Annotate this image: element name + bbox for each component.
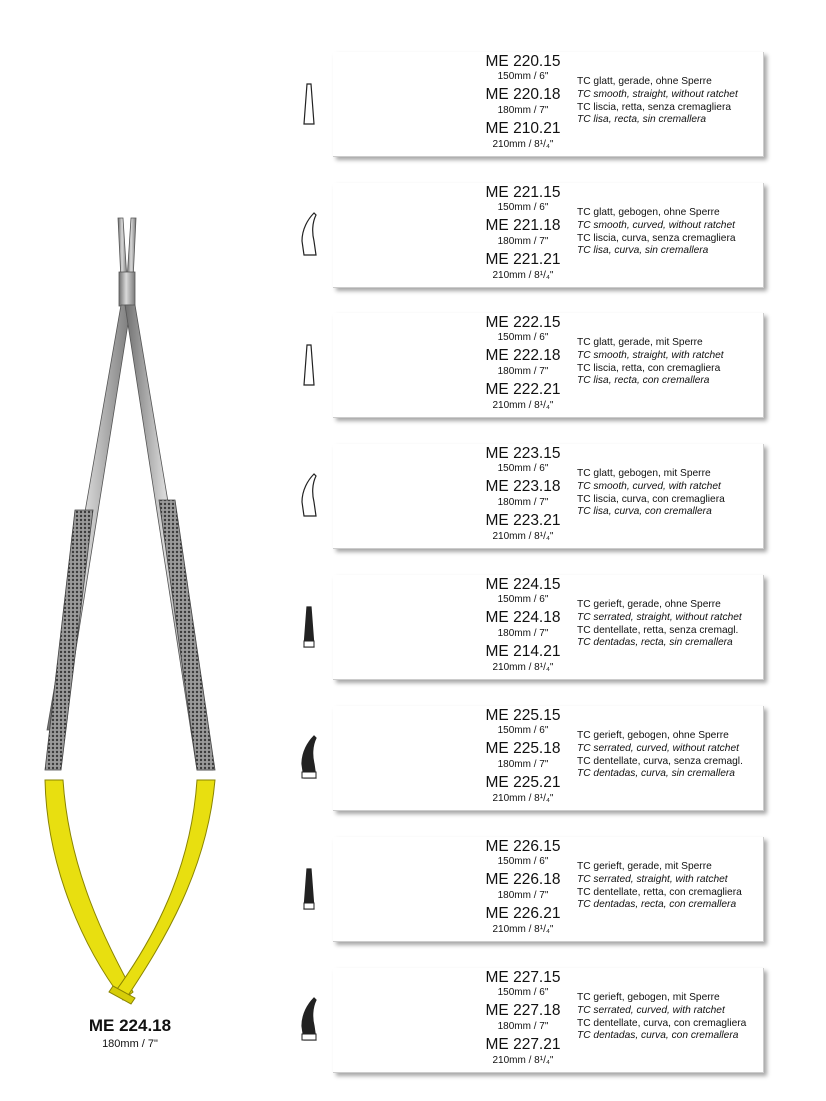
- article-size: 150mm / 6": [497, 332, 549, 343]
- product-description: [577, 730, 743, 781]
- article-size: 180mm / 7": [497, 366, 549, 377]
- straight-serrated-tip-icon: [296, 601, 322, 651]
- article-number: ME 224.18: [485, 609, 561, 626]
- article-size: 180mm / 7": [497, 236, 549, 247]
- article-number: ME 210.21: [485, 120, 561, 137]
- article-size: 150mm / 6": [497, 725, 549, 736]
- article-number: ME 226.15: [485, 838, 561, 855]
- article-size: 180mm / 7": [497, 1021, 549, 1032]
- article-size: 180mm / 7": [497, 890, 549, 901]
- product-description: [577, 337, 724, 388]
- description-line: TC liscia, curva, senza cremagliera: [577, 232, 736, 244]
- article-number: ME 221.18: [485, 217, 561, 234]
- article-number: ME 225.18: [485, 740, 561, 757]
- straight-serrated-tip-icon: [296, 863, 322, 913]
- straight-smooth-tip-icon: [296, 339, 322, 389]
- article-number: ME 222.18: [485, 347, 561, 364]
- description-line: TC gerieft, gerade, mit Sperre: [577, 861, 712, 872]
- curved-serrated-tip-icon: [296, 732, 322, 782]
- description-line: TC gerieft, gebogen, mit Sperre: [577, 992, 720, 1003]
- needle-holder-image: [35, 210, 225, 1010]
- product-card: [333, 575, 764, 680]
- description-line: TC lisa, curva, sin cremallera: [577, 245, 709, 257]
- article-size: 150mm / 6": [497, 856, 549, 867]
- article-number: ME 224.15: [485, 576, 561, 593]
- curved-smooth-tip-icon: [296, 470, 322, 520]
- article-size: 180mm / 7": [497, 105, 549, 116]
- product-card: [333, 52, 764, 157]
- article-number: ME 227.18: [485, 1002, 561, 1019]
- article-size: 150mm / 6": [497, 987, 549, 998]
- description-line: TC serrated, curved, with ratchet: [577, 1004, 725, 1016]
- description-line: TC smooth, curved, without ratchet: [577, 219, 735, 231]
- article-size: 210mm / 8¹/₄": [492, 531, 554, 542]
- description-line: TC glatt, gerade, ohne Sperre: [577, 76, 712, 87]
- article-number: ME 226.18: [485, 871, 561, 888]
- article-number: ME 214.21: [485, 643, 561, 660]
- article-number: ME 223.21: [485, 512, 561, 529]
- description-line: TC liscia, retta, con cremagliera: [577, 362, 721, 374]
- description-line: TC gerieft, gerade, ohne Sperre: [577, 599, 721, 610]
- description-line: TC liscia, curva, con cremagliera: [577, 493, 725, 505]
- article-size: 210mm / 8¹/₄": [492, 139, 554, 150]
- description-line: TC dentadas, recta, con cremallera: [577, 899, 737, 911]
- article-number: ME 221.21: [485, 251, 561, 268]
- product-description: [577, 861, 742, 912]
- article-size: 180mm / 7": [497, 628, 549, 639]
- description-line: TC dentellate, curva, con cremagliera: [577, 1017, 747, 1029]
- description-line: TC gerieft, gebogen, ohne Sperre: [577, 730, 729, 741]
- article-size: 180mm / 7": [497, 759, 549, 770]
- product-card: [333, 183, 764, 288]
- article-number: ME 220.18: [485, 86, 561, 103]
- article-size: 210mm / 8¹/₄": [492, 662, 554, 673]
- product-description: [577, 76, 738, 127]
- description-line: TC serrated, straight, without ratchet: [577, 611, 742, 623]
- description-line: TC glatt, gerade, mit Sperre: [577, 337, 703, 348]
- product-card: [333, 444, 764, 549]
- product-description: [577, 207, 736, 258]
- article-size: 210mm / 8¹/₄": [492, 270, 554, 281]
- description-line: TC dentadas, curva, con cremallera: [577, 1030, 739, 1042]
- description-line: TC dentellate, retta, con cremagliera: [577, 886, 742, 898]
- article-number: ME 227.21: [485, 1036, 561, 1053]
- description-line: TC dentellate, curva, senza cremagl.: [577, 755, 743, 767]
- curved-serrated-tip-icon: [296, 994, 322, 1044]
- description-line: TC glatt, gebogen, mit Sperre: [577, 468, 711, 479]
- article-number: ME 222.21: [485, 381, 561, 398]
- featured-product-code: ME 224.18: [88, 1016, 172, 1035]
- article-number: ME 225.15: [485, 707, 561, 724]
- article-size: 150mm / 6": [497, 71, 549, 82]
- description-line: TC smooth, straight, with ratchet: [577, 349, 724, 361]
- article-size: 180mm / 7": [497, 497, 549, 508]
- description-line: TC smooth, straight, without ratchet: [577, 88, 738, 100]
- article-size: 150mm / 6": [497, 594, 549, 605]
- description-line: TC glatt, gebogen, ohne Sperre: [577, 207, 720, 218]
- article-size: 210mm / 8¹/₄": [492, 400, 554, 411]
- description-line: TC dentadas, curva, sin cremallera: [577, 768, 735, 780]
- article-number: ME 223.15: [485, 445, 561, 462]
- product-card: [333, 837, 764, 942]
- article-number: ME 221.15: [485, 184, 561, 201]
- featured-product-size: 180mm / 7": [102, 1038, 158, 1050]
- article-size: 210mm / 8¹/₄": [492, 924, 554, 935]
- product-card: [333, 313, 764, 418]
- product-card: [333, 706, 764, 811]
- article-number: ME 226.21: [485, 905, 561, 922]
- article-size: 210mm / 8¹/₄": [492, 793, 554, 804]
- product-description: [577, 599, 742, 650]
- description-line: TC dentellate, retta, senza cremagl.: [577, 624, 739, 636]
- description-line: TC lisa, recta, con cremallera: [577, 375, 710, 387]
- description-line: TC dentadas, recta, sin cremallera: [577, 637, 733, 649]
- article-size: 150mm / 6": [497, 463, 549, 474]
- article-size: 210mm / 8¹/₄": [492, 1055, 554, 1066]
- description-line: TC serrated, straight, with ratchet: [577, 873, 728, 885]
- description-line: TC serrated, curved, without ratchet: [577, 742, 739, 754]
- product-description: [577, 992, 746, 1043]
- article-number: ME 222.15: [485, 314, 561, 331]
- product-card: [333, 968, 764, 1073]
- description-line: TC liscia, retta, senza cremagliera: [577, 101, 731, 113]
- description-line: TC smooth, curved, with ratchet: [577, 480, 721, 492]
- article-number: ME 220.15: [485, 53, 561, 70]
- article-number: ME 223.18: [485, 478, 561, 495]
- article-number: ME 225.21: [485, 774, 561, 791]
- article-size: 150mm / 6": [497, 202, 549, 213]
- product-description: [577, 468, 725, 519]
- curved-smooth-tip-icon: [296, 209, 322, 259]
- article-number: ME 227.15: [485, 969, 561, 986]
- straight-smooth-tip-icon: [296, 78, 322, 128]
- description-line: TC lisa, recta, sin cremallera: [577, 114, 707, 126]
- description-line: TC lisa, curva, con cremallera: [577, 506, 712, 518]
